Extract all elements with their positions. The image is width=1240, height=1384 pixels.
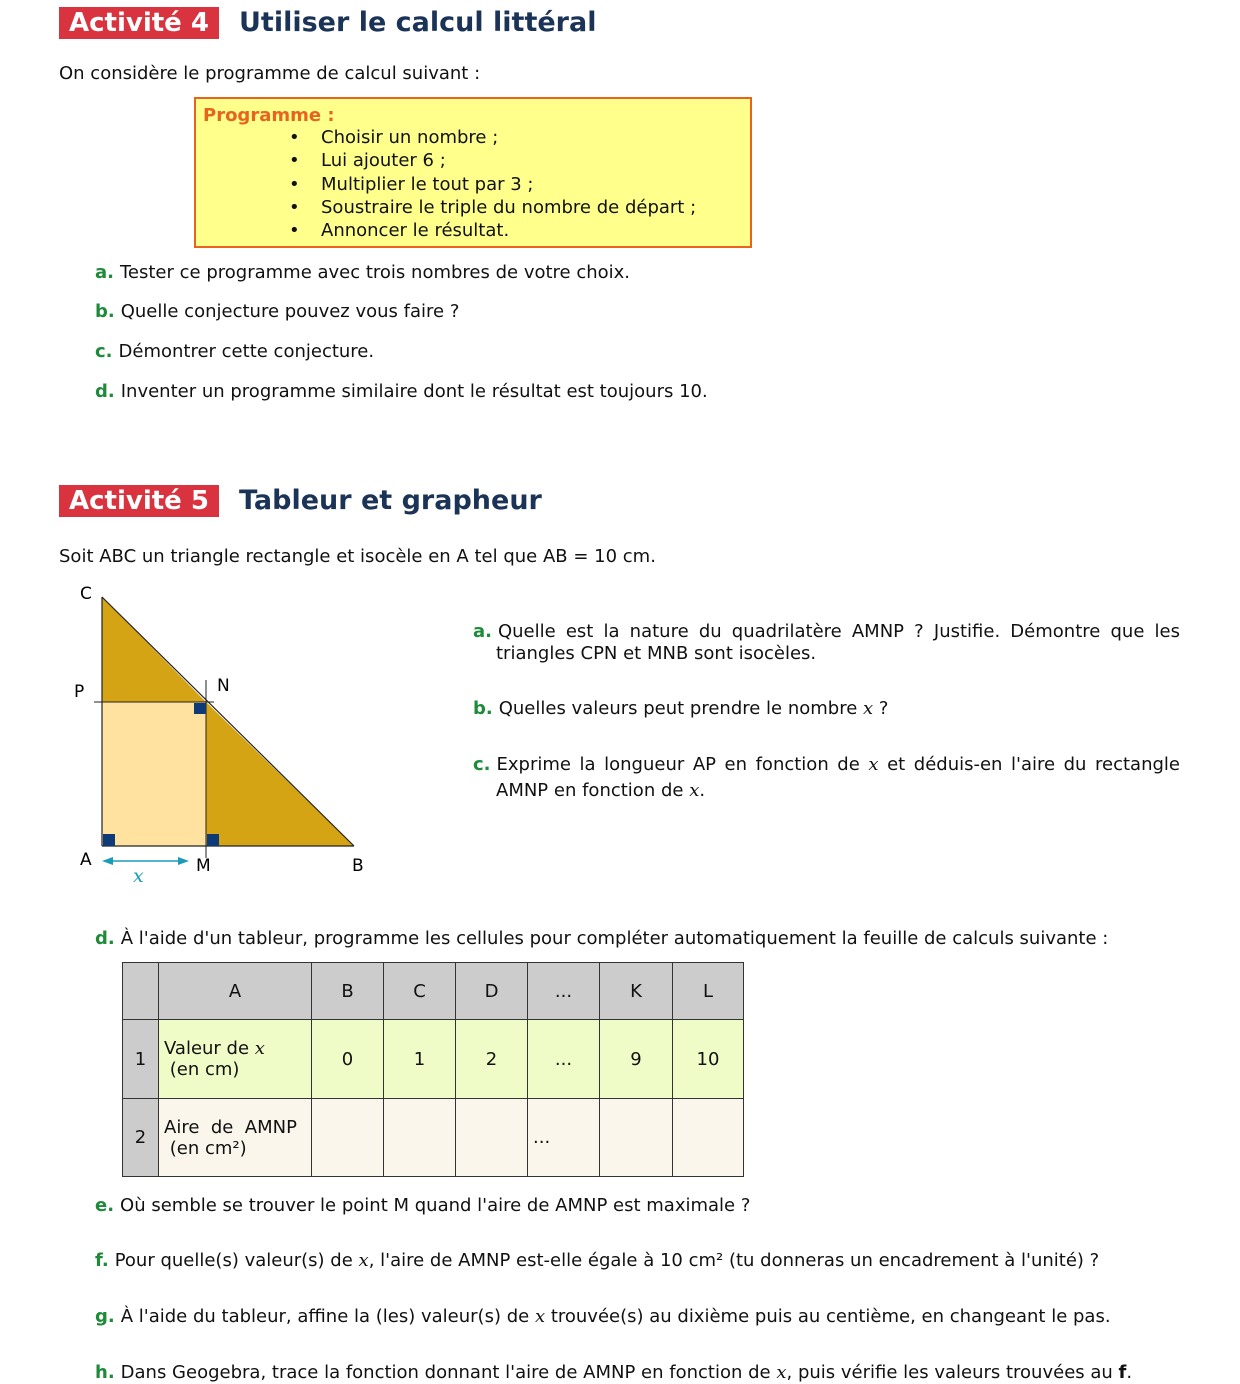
label-m: M bbox=[196, 856, 211, 876]
activity-5-intro: Soit ABC un triangle rectangle et isocèle en A tel que AB = 10 cm. bbox=[59, 546, 656, 567]
sheet-cell-empty bbox=[600, 1099, 673, 1177]
right-angle-a bbox=[103, 834, 115, 846]
label-n: N bbox=[217, 676, 230, 696]
sheet-cell-empty bbox=[456, 1099, 528, 1177]
question-c4: c. Démontrer cette conjecture. bbox=[95, 341, 375, 362]
spreadsheet-table bbox=[122, 962, 744, 1177]
sheet-cell: ... bbox=[528, 1099, 600, 1177]
question-g5: g. À l'aide du tableur, affine la (les) valeur(s) de x trouvée(s) au dixième puis au centième, en changeant le pas. bbox=[95, 1306, 1111, 1327]
label-p: P bbox=[74, 682, 85, 702]
sheet-cell: 9 bbox=[600, 1020, 673, 1099]
question-b5: b. Quelles valeurs peut prendre le nombre x ? bbox=[473, 698, 889, 719]
sheet-cell: 1 bbox=[384, 1020, 456, 1099]
sheet-col-header: A bbox=[159, 963, 312, 1020]
sheet-cell-empty bbox=[673, 1099, 744, 1177]
label-x: x bbox=[133, 865, 144, 887]
right-angle-m bbox=[207, 834, 219, 846]
question-f5: f. Pour quelle(s) valeur(s) de x, l'aire de AMNP est-elle égale à 10 cm² (tu donneras un encadrement à l'unité) ? bbox=[95, 1250, 1100, 1271]
program-step: • Lui ajouter 6 ; bbox=[289, 150, 446, 171]
question-e5: e. Où semble se trouver le point M quand l'aire de AMNP est maximale ? bbox=[95, 1195, 751, 1216]
sheet-cell-empty bbox=[312, 1099, 384, 1177]
program-step: • Choisir un nombre ; bbox=[289, 127, 499, 148]
sheet-row-number: 2 bbox=[123, 1099, 159, 1177]
rectangle-amnp bbox=[102, 702, 206, 846]
label-c: C bbox=[80, 584, 92, 604]
question-h5: h. Dans Geogebra, trace la fonction donnant l'aire de AMNP en fonction de x, puis vérifie les valeurs trouvées au f. bbox=[95, 1362, 1133, 1383]
sheet-header-row bbox=[123, 963, 744, 1020]
sheet-cell: ... bbox=[528, 1020, 600, 1099]
program-step: • Annoncer le résultat. bbox=[289, 220, 510, 241]
question-c5: c. Exprime la longueur AP en fonction de x et déduis-en l'aire du rectangle bbox=[473, 754, 1180, 775]
program-title: Programme : bbox=[203, 105, 335, 126]
sheet-cell: 0 bbox=[312, 1020, 384, 1099]
activity-4-intro: On considère le programme de calcul suivant : bbox=[59, 63, 481, 84]
activity-5-title: Tableur et grapheur bbox=[239, 485, 542, 516]
x-arrow-head-right bbox=[178, 857, 189, 865]
program-step: • Multiplier le tout par 3 ; bbox=[289, 174, 534, 195]
x-arrow-head-left bbox=[102, 857, 113, 865]
question-d4: d. Inventer un programme similaire dont le résultat est toujours 10. bbox=[95, 381, 708, 402]
question-d5: d. À l'aide d'un tableur, programme les cellules pour compléter automatiquement la feuille de calculs suivante : bbox=[95, 928, 1109, 949]
sheet-col-header: K bbox=[600, 963, 673, 1020]
question-c5-line2: AMNP en fonction de x. bbox=[496, 780, 706, 801]
program-box bbox=[194, 97, 752, 248]
sheet-col-header: C bbox=[384, 963, 456, 1020]
sheet-cell: 10 bbox=[673, 1020, 744, 1099]
question-b4: b. Quelle conjecture pouvez vous faire ? bbox=[95, 301, 460, 322]
triangle-figure bbox=[60, 575, 390, 895]
sheet-row-label: Aire de AMNP (en cm²) bbox=[159, 1099, 312, 1177]
question-a4: a. Tester ce programme avec trois nombres de votre choix. bbox=[95, 262, 631, 283]
sheet-row-number: 1 bbox=[123, 1020, 159, 1099]
sheet-corner-cell bbox=[123, 963, 159, 1020]
sheet-cell-empty bbox=[384, 1099, 456, 1177]
sheet-row-2 bbox=[123, 1099, 744, 1177]
sheet-col-header: D bbox=[456, 963, 528, 1020]
sheet-col-header: B bbox=[312, 963, 384, 1020]
activity-4-badge: Activité 4 bbox=[59, 7, 219, 39]
sheet-row-label: Valeur de x (en cm) bbox=[159, 1020, 312, 1099]
program-step: • Soustraire le triple du nombre de départ ; bbox=[289, 197, 697, 218]
label-b: B bbox=[352, 856, 364, 876]
activity-4-title: Utiliser le calcul littéral bbox=[239, 7, 597, 38]
question-a5: a. Quelle est la nature du quadrilatère AMNP ? Justifie. Démontre que les bbox=[473, 621, 1180, 642]
sheet-row-1 bbox=[123, 1020, 744, 1099]
sheet-col-header: L bbox=[673, 963, 744, 1020]
question-a5-line2: triangles CPN et MNB sont isocèles. bbox=[496, 643, 817, 664]
label-a: A bbox=[80, 850, 92, 870]
activity-5-badge: Activité 5 bbox=[59, 485, 219, 517]
right-angle-n bbox=[194, 703, 206, 714]
sheet-col-header: ... bbox=[528, 963, 600, 1020]
sheet-cell: 2 bbox=[456, 1020, 528, 1099]
